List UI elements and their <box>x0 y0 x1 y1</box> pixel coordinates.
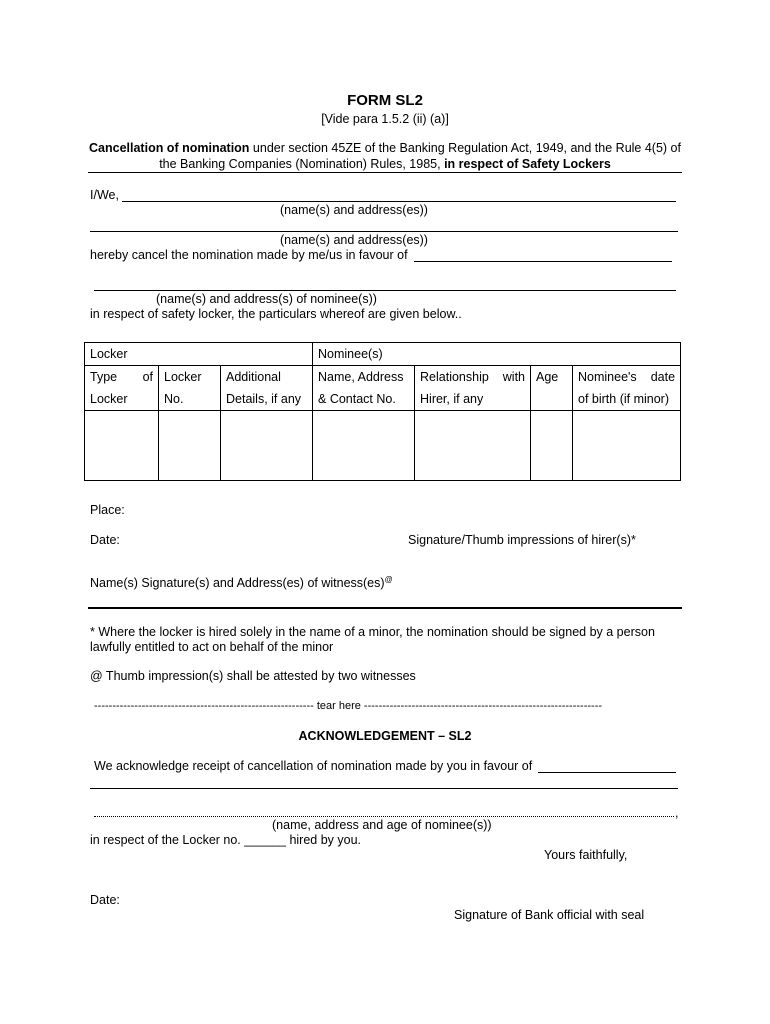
section-divider <box>88 607 682 609</box>
ack-date-label: Date: <box>90 893 120 907</box>
ack-nominee-caption: (name, address and age of nominee(s)) <box>272 818 492 832</box>
hirer-signature-label: Signature/Thumb impressions of hirer(s)* <box>408 533 636 547</box>
locker-intro-text: in respect of safety locker, the particulars whereof are given below.. <box>90 307 462 321</box>
minor-note: * Where the locker is hired solely in the name of a minor, the nomination should be signed by a person lawfully entitled to act on behalf of the minor <box>90 625 655 654</box>
input-cell-details[interactable] <box>221 411 313 481</box>
nominee-group-header: Nominee(s) <box>313 343 681 366</box>
col-type-of-locker: Type of Locker <box>85 366 159 411</box>
ack-favour-line[interactable] <box>538 772 676 773</box>
input-cell-locker-no[interactable] <box>159 411 221 481</box>
intro-bold-lockers: in respect of Safety Lockers <box>444 157 611 171</box>
input-cell-type[interactable] <box>85 411 159 481</box>
ack-dotted-line[interactable] <box>94 816 674 817</box>
intro-bold-cancellation: Cancellation of nomination <box>89 141 250 155</box>
locker-nominee-table <box>84 342 681 481</box>
input-cell-name-address[interactable] <box>313 411 415 481</box>
col-locker-no: Locker No. <box>159 366 221 411</box>
ack-line-2[interactable] <box>90 788 678 789</box>
form-reference: [Vide para 1.5.2 (ii) (a)] <box>321 112 449 126</box>
ack-locker-text: in respect of the Locker no. ______ hired by you. <box>90 833 362 847</box>
witness-label: Name(s) Signature(s) and Address(es) of witness(es)@ <box>90 575 393 591</box>
favour-of-line[interactable] <box>414 261 672 262</box>
name-address-line-2[interactable] <box>90 231 678 232</box>
ack-receipt-text: We acknowledge receipt of cancellation of nomination made by you in favour of <box>94 759 533 773</box>
locker-group-header: Locker <box>85 343 313 366</box>
intro-text: under section 45ZE of the Banking Regulation Act, 1949, and the Rule 4(5) of the Banking Companies (Nomination) Rules, 1985, <box>159 141 681 171</box>
input-cell-age[interactable] <box>531 411 573 481</box>
thumb-impression-note: @ Thumb impression(s) shall be attested by two witnesses <box>90 669 416 683</box>
form-intro <box>88 140 682 172</box>
input-cell-dob[interactable] <box>573 411 681 481</box>
iwe-label: I/We, <box>90 188 119 202</box>
col-name-address: Name, Address & Contact No. <box>313 366 415 411</box>
form-title: FORM SL2 <box>347 92 423 109</box>
yours-faithfully: Yours faithfully, <box>544 848 628 862</box>
date-label: Date: <box>90 533 120 547</box>
place-label: Place: <box>90 503 125 517</box>
col-relationship: Relationship with Hirer, if any <box>415 366 531 411</box>
input-cell-relationship[interactable] <box>415 411 531 481</box>
col-age: Age <box>531 366 573 411</box>
col-additional-details: Additional Details, if any <box>221 366 313 411</box>
iwe-name-line[interactable] <box>122 201 676 202</box>
names-caption-1: (name(s) and address(es)) <box>280 203 428 217</box>
tear-here-line: ------------------------------------------------------------ tear here ----------------------------------------------------------------- <box>94 700 603 712</box>
bank-official-signature: Signature of Bank official with seal <box>454 908 645 922</box>
cancel-nomination-text: hereby cancel the nomination made by me/us in favour of <box>90 248 408 262</box>
nominee-caption: (name(s) and address(s) of nominee(s)) <box>156 292 377 306</box>
ack-comma: , <box>675 806 679 820</box>
names-caption-2: (name(s) and address(es)) <box>280 233 428 247</box>
col-nominee-dob: Nominee's date of birth (if minor) <box>573 366 681 411</box>
acknowledgement-title: ACKNOWLEDGEMENT – SL2 <box>298 729 472 743</box>
nominee-line[interactable] <box>94 290 676 291</box>
header-divider <box>88 172 682 173</box>
